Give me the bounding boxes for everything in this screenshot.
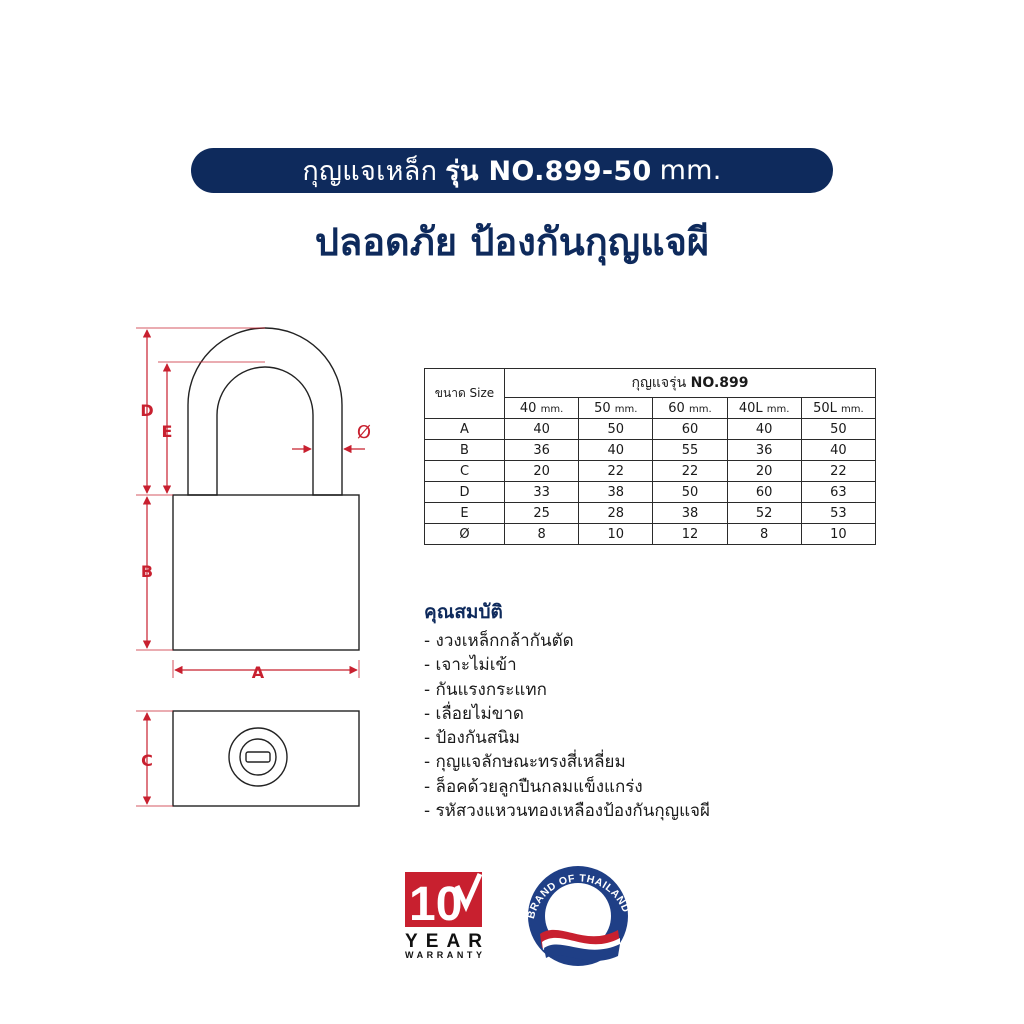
table-cell: 38 — [579, 482, 653, 503]
size-col-1: 40 mm. — [505, 398, 579, 419]
warranty-year: YEAR — [405, 931, 482, 952]
dim-b-label: B — [140, 562, 154, 581]
lock-body-bottom — [173, 711, 359, 806]
table-cell: 8 — [505, 524, 579, 545]
table-cell: 12 — [653, 524, 727, 545]
features-title: คุณสมบัติ — [424, 601, 503, 623]
table-cell: 50 — [653, 482, 727, 503]
table-cell: 40 — [801, 440, 875, 461]
size-col-3: 60 mm. — [653, 398, 727, 419]
table-cell: 8 — [727, 524, 801, 545]
row-label: A — [425, 419, 505, 440]
dim-a-label: A — [251, 663, 265, 682]
table-cell: 60 — [727, 482, 801, 503]
shackle — [188, 328, 342, 495]
keyhole-icon — [229, 728, 287, 786]
table-cell: 36 — [727, 440, 801, 461]
list-item: - ล็อคด้วยลูกปืนกลมแข็งแกร่ง — [424, 775, 710, 799]
table-cell: 40 — [727, 419, 801, 440]
size-col-5: 50L mm. — [801, 398, 875, 419]
features-section — [424, 597, 710, 823]
table-cell: 52 — [727, 503, 801, 524]
row-label: C — [425, 461, 505, 482]
list-item: - เจาะไม่เข้า — [424, 653, 710, 677]
model-header-name: NO.899 — [690, 375, 749, 391]
table-cell: 22 — [653, 461, 727, 482]
table-row — [425, 419, 876, 440]
list-item: - กันแรงกระแทก — [424, 678, 710, 702]
table-row — [425, 440, 876, 461]
table-cell: 38 — [653, 503, 727, 524]
size-col-4: 40L mm. — [727, 398, 801, 419]
dim-diameter-label: Ø — [356, 422, 372, 443]
lock-body-front — [173, 495, 359, 650]
warranty-number: 10 — [409, 878, 463, 931]
list-item: - ป้องกันสนิม — [424, 726, 710, 750]
warranty-label: WARRANTY — [405, 950, 482, 960]
features-list — [424, 629, 710, 823]
table-cell: 36 — [505, 440, 579, 461]
size-table — [424, 368, 876, 545]
table-cell: 20 — [505, 461, 579, 482]
list-item: - รหัสวงแหวนทองเหลืองป้องกันกุญแจผี — [424, 799, 710, 823]
table-cell: 10 — [579, 524, 653, 545]
table-cell: 28 — [579, 503, 653, 524]
table-cell: 40 — [505, 419, 579, 440]
table-row — [425, 461, 876, 482]
table-cell: 25 — [505, 503, 579, 524]
row-label: E — [425, 503, 505, 524]
title-unit: mm. — [659, 155, 722, 186]
row-label: D — [425, 482, 505, 503]
table-cell: 40 — [579, 440, 653, 461]
table-cell: 53 — [801, 503, 875, 524]
table-row — [425, 503, 876, 524]
list-item: - งวงเหล็กกล้ากันตัด — [424, 629, 710, 653]
brand-of-thailand-badge — [525, 866, 632, 966]
table-cell: 22 — [579, 461, 653, 482]
model-header-prefix: กุญแจรุ่น — [631, 375, 687, 391]
table-row — [425, 524, 876, 545]
list-item: - กุญแจลักษณะทรงสี่เหลี่ยม — [424, 750, 710, 774]
model-header — [505, 369, 876, 398]
title-model: รุ่น NO.899-50 — [445, 156, 652, 187]
table-cell: 20 — [727, 461, 801, 482]
table-cell: 10 — [801, 524, 875, 545]
headline: ปลอดภัย ป้องกันกุญแจผี — [314, 220, 710, 264]
title-prefix: กุญแจเหล็ก — [302, 156, 438, 187]
table-cell: 63 — [801, 482, 875, 503]
table-cell: 60 — [653, 419, 727, 440]
table-cell: 22 — [801, 461, 875, 482]
table-cell: 55 — [653, 440, 727, 461]
row-label: B — [425, 440, 505, 461]
warranty-logo — [405, 872, 482, 960]
size-header: ขนาด Size — [425, 369, 505, 419]
size-col-2: 50 mm. — [579, 398, 653, 419]
dim-d-label: D — [140, 401, 154, 420]
badge-text: BRAND OF THAILAND — [524, 872, 633, 921]
row-label: Ø — [425, 524, 505, 545]
list-item: - เลื่อยไม่ขาด — [424, 702, 710, 726]
dim-c-label: C — [141, 751, 153, 770]
table-cell: 50 — [801, 419, 875, 440]
dim-e-label: E — [161, 422, 173, 441]
table-row — [425, 482, 876, 503]
table-cell: 33 — [505, 482, 579, 503]
table-cell: 50 — [579, 419, 653, 440]
